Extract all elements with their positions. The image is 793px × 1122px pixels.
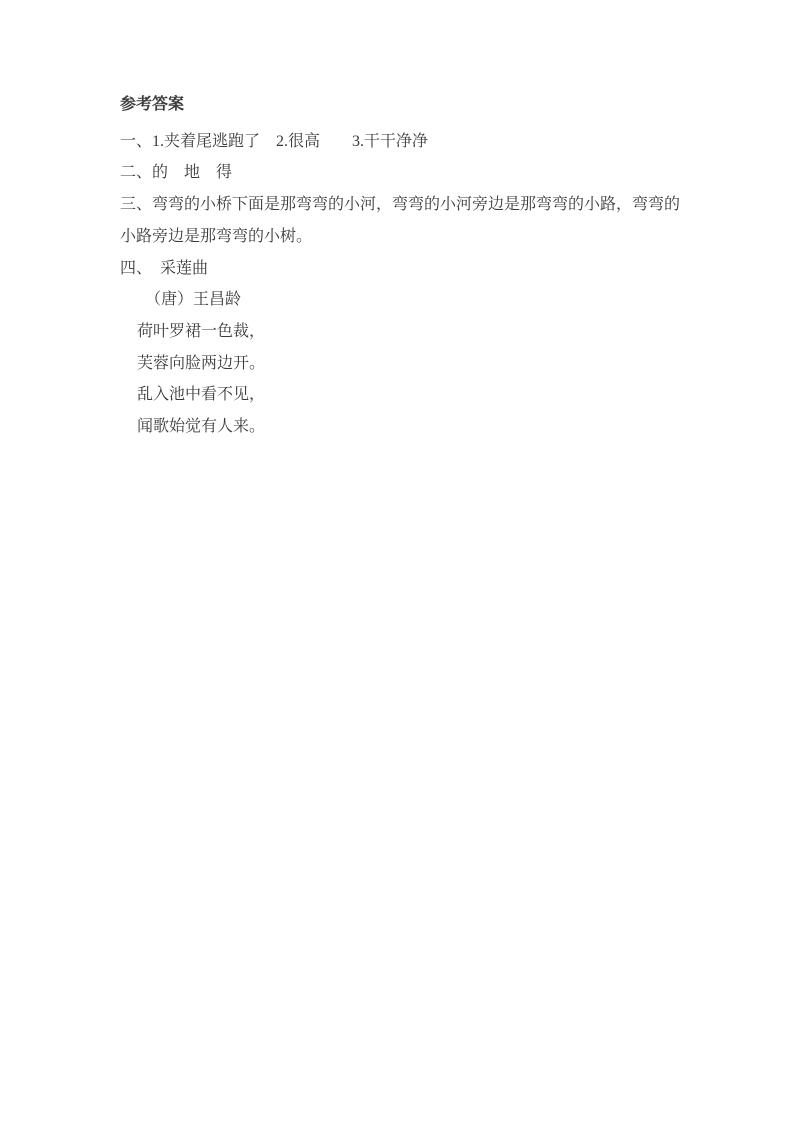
answer-line-four-poem-title: 四、 采莲曲 (120, 259, 209, 277)
poem-author: （唐）王昌龄 (145, 291, 242, 309)
poem-line-1: 荷叶罗裙一色裁， (137, 322, 266, 340)
poem-line-3: 乱入池中看不见， (137, 386, 266, 404)
answer-line-three: 三、弯弯的小桥下面是那弯弯的小河，弯弯的小河旁边是那弯弯的小路，弯弯的小路旁边是那弯弯的小树。 (120, 196, 681, 245)
poem-line-2: 芙蓉向脸两边开。 (137, 354, 266, 372)
poem-line-4: 闻歌始觉有人来。 (137, 418, 266, 436)
answer-line-one: 一、1.夹着尾逃跑了 2.很高 3.干干净净 (120, 132, 429, 150)
answer-line-two: 二、的 地 得 (120, 164, 233, 182)
answer-key-heading: 参考答案 (120, 96, 185, 113)
